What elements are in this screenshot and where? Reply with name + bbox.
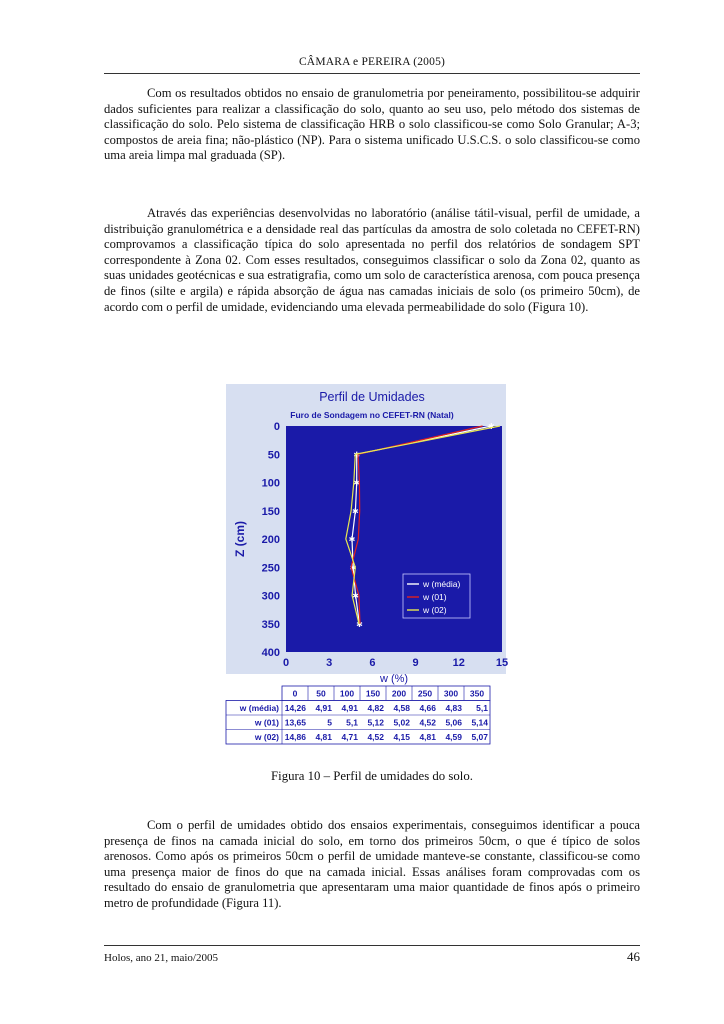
y-tick-label: 250 xyxy=(261,562,280,575)
table-header-cell: 150 xyxy=(365,688,381,699)
table-cell: 13,65 xyxy=(284,717,306,728)
y-tick-label: 0 xyxy=(273,421,280,433)
table-cell: 4,91 xyxy=(315,703,332,713)
table-row-label: w (01) xyxy=(254,717,279,728)
chart-subtitle: Furo de Sondagem no CEFET-RN (Natal) xyxy=(290,410,454,420)
moisture-profile-chart xyxy=(226,384,509,750)
running-head: CÂMARA e PEREIRA (2005) xyxy=(298,56,446,68)
table-cell: 4,83 xyxy=(445,703,462,713)
table-header-cell: 50 xyxy=(316,688,326,699)
x-tick-label: 0 xyxy=(282,657,290,669)
footer-rule xyxy=(104,945,640,946)
table-cell: 4,71 xyxy=(341,732,358,742)
chart-title: Perfil de Umidades xyxy=(319,390,425,404)
y-tick-label: 100 xyxy=(261,477,280,490)
table-cell: 5,02 xyxy=(393,717,410,728)
table-header-cell: 350 xyxy=(469,688,485,699)
data-point-marker: ✱ xyxy=(349,563,357,573)
x-axis-label: w (%) xyxy=(379,673,409,685)
body-paragraph-3: Com o perfil de umidades obtido dos ensaios experimentais, conseguimos identificar a pouca presença de finos na camada inicial do solo, em torno dos primeiros 50cm, o que é típico de solos arenosos. Como após os primeiros 50cm o perfil de umidade manteve-se constante, classificou-se como uma presença maior de finos do que na camada inicial. Essas análises foram comprovadas com os resultado do ensaio de granulometria que apresentaram uma maior quantidade de finos após o primeiro metro de profundidade (Figura 11). xyxy=(104,818,640,910)
table-header-cell: 0 xyxy=(292,688,298,699)
legend-entry: w (média) xyxy=(423,579,461,589)
data-point-marker: ✱ xyxy=(356,619,363,629)
legend xyxy=(403,574,470,618)
table-cell: 5,06 xyxy=(445,717,462,728)
data-point-marker: ✱ xyxy=(352,591,359,601)
table-cell: 5,1 xyxy=(346,717,358,728)
journal-citation: Holos, ano 21, maio/2005 xyxy=(104,952,218,964)
legend-entry: w (01) xyxy=(423,592,447,602)
figure-10 xyxy=(226,384,509,750)
table-cell: 4,82 xyxy=(367,703,384,713)
data-point-marker: ✱ xyxy=(348,535,356,544)
table-cell: 14,26 xyxy=(284,703,306,713)
y-tick-label: 150 xyxy=(261,505,280,518)
y-tick-label: 350 xyxy=(261,618,280,631)
data-point-marker: ✱ xyxy=(353,450,361,460)
table-cell: 5,12 xyxy=(367,717,384,728)
table-cell: 5,14 xyxy=(471,717,488,728)
table-cell: 4,52 xyxy=(367,732,384,742)
y-tick-label: 50 xyxy=(267,449,280,462)
table-header-cell: 200 xyxy=(391,688,407,699)
x-tick-label: 3 xyxy=(326,657,333,669)
table-cell: 4,81 xyxy=(419,732,436,742)
table-cell: 4,58 xyxy=(393,703,410,713)
page-number: 46 xyxy=(627,949,640,964)
table-row-label: w (02) xyxy=(254,732,279,742)
table-row-label: w (média) xyxy=(239,703,279,713)
table-cell: 5,07 xyxy=(471,732,488,742)
table-cell: 4,66 xyxy=(419,703,436,713)
data-point-marker: ✱ xyxy=(352,506,359,516)
x-tick-label: 6 xyxy=(369,657,376,669)
legend-entry: w (02) xyxy=(423,605,447,615)
figure-caption: Figura 10 – Perfil de umidades do solo. xyxy=(271,769,473,783)
table-header-cell: 100 xyxy=(339,688,355,699)
table-cell: 4,59 xyxy=(445,732,462,742)
x-tick-label: 9 xyxy=(412,657,419,669)
table-cell: 4,15 xyxy=(393,732,410,742)
body-paragraph-2: Através das experiências desenvolvidas no laboratório (análise tátil-visual, perfil de umidade, a distribuição granulométrica e a densidade real das partículas da amostra de solo coletada no CEFET-RN) comprovamos a classificação típica do solo apresentada no perfil dos relatórios de sondagem SPT correspondente à Zona 02. Com esses resultados, conseguimos classificar o solo da Zona 02, quanto as suas unidades geotécnicas e sua estratigrafia, como um solo de característica arenosa, com pouca presença de finos (silte e argila) e rápida absorção de água nas camadas iniciais de solo (os primeiro 50cm), de acordo com o perfil de umidade, evidenciando uma elevada permeabilidade do solo (Figura 10). xyxy=(104,206,640,314)
y-axis-label: Z (cm) xyxy=(233,521,247,557)
table-header-cell: 300 xyxy=(443,688,459,699)
header-rule xyxy=(104,73,640,74)
table-cell: 14,86 xyxy=(284,732,306,742)
data-point-marker: ✱ xyxy=(353,478,361,488)
y-tick-label: 400 xyxy=(261,647,280,659)
table-cell: 5 xyxy=(327,717,332,728)
data-table xyxy=(226,686,490,744)
table-cell: 5,1 xyxy=(476,703,488,713)
table-cell: 4,81 xyxy=(315,732,332,742)
x-tick-label: 12 xyxy=(452,657,465,669)
x-tick-label: 15 xyxy=(495,657,509,669)
y-tick-label: 300 xyxy=(261,590,280,603)
body-paragraph-1: Com os resultados obtidos no ensaio de granulometria por peneiramento, possibilitou-se adquirir dados suficientes para realizar a classificação do solo, quanto ao seu uso, pelo método dos sistemas de classificação do solo. Pelo sistema de classificação HRB o solo classificou-se como Solo Granular; A-3; compostos de areia fina; não-plástico (NP). Para o sistema unificado U.S.C.S. o solo classificou-se como uma areia limpa mal graduada (SP). xyxy=(104,86,640,163)
y-tick-label: 200 xyxy=(261,534,280,546)
table-cell: 4,52 xyxy=(419,717,436,728)
table-cell: 4,91 xyxy=(341,703,358,713)
data-point-marker: ✱ xyxy=(487,422,495,431)
table-header-cell: 250 xyxy=(417,688,433,699)
